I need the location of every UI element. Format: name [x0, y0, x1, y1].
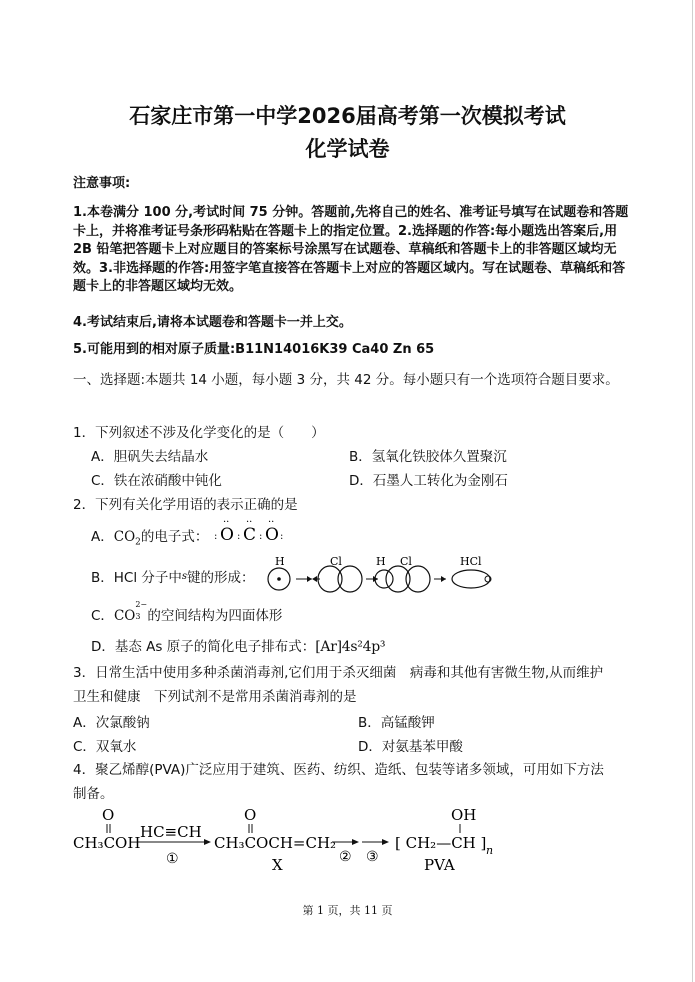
hcl-sigma-bond-diagram [262, 552, 502, 598]
notice-paragraph-5: 5.可能用到的相对原子质量:B11N14016K39 Ca40 Zn 65 [73, 342, 435, 357]
product-subscript-n: n [486, 844, 494, 857]
reactant-acetic-acid: CH₃COH [73, 834, 141, 852]
question-1-option-d: D．石墨人工转化为金刚石 [349, 473, 508, 489]
label-hcl: HCl [460, 555, 482, 568]
svg-text:O: O [220, 525, 234, 545]
intermediate-label-x: X [272, 856, 283, 874]
question-3-option-c: C．双氧水 [73, 739, 137, 755]
label-h-2: H [376, 555, 386, 568]
exam-subtitle: 化学试卷 [305, 137, 390, 161]
question-3-stem-line-2: 卫生和健康 下列试剂不是常用杀菌消毒剂的是 [73, 689, 357, 705]
carbonate-formula: CO 2− 3 [113, 600, 148, 624]
question-2-option-c: C．CO 2− 3 的空间结构为四面体形 [91, 600, 283, 624]
option-a-text: 的电子式： [140, 529, 209, 545]
label-cl-1: Cl [330, 555, 342, 568]
question-2-stem: 2．下列有关化学用语的表示正确的是 [73, 497, 298, 513]
label-cl-2: Cl [400, 555, 412, 568]
label-h-1: H [275, 555, 285, 568]
question-3-stem-line-1: 3．日常生活中使用多种杀菌消毒剂,它们用于杀灭细菌 病毒和其他有害微生物,从而维护 [73, 665, 604, 681]
product-label-pva: PVA [424, 856, 455, 874]
notice-heading: 注意事项: [73, 176, 131, 191]
svg-text:O: O [265, 525, 279, 545]
step-3-label: ③ [366, 849, 379, 865]
step-1-label: ① [166, 851, 179, 867]
co2-formula: $CO_2$ [113, 529, 141, 548]
step-2-label: ② [339, 849, 352, 865]
intermediate-carbonyl-o: O [244, 806, 257, 824]
question-1-stem: 1．下列叙述不涉及化学变化的是（ ） [73, 425, 325, 441]
exam-title: 石家庄市第一中学2026届高考第一次模拟考试 [129, 104, 566, 128]
product-hydroxyl: OH [451, 806, 477, 824]
reactant-carbonyl-o: O [102, 806, 115, 824]
question-1-option-b: B．氢氧化铁胶体久置聚沉 [349, 449, 507, 465]
question-3-option-a: A．次氯酸钠 [73, 715, 150, 731]
product-pva-repeat-unit: [ CH₂—CH ] [395, 834, 487, 852]
question-3-option-b: B．高锰酸钾 [358, 715, 435, 731]
pva-synthesis-scheme [72, 802, 632, 882]
notice-paragraph-1: 1.本卷满分 100 分,考试时间 75 分钟。答题前,先将自己的姓名、准考证号填写在试题卷和答题卡上，并将准考证号条形码粘贴在答题卡上的指定位置。2.选择题的作答:每小题选出答案后,用 2B 铅笔把答题卡上对应题目的答案标号涂黑写在试题卷、草稿纸和答题卡上的非答题区域均无效。3.非选择题的作答:用签字笔直接答在答题卡上对应的答题区域内。写在试题卷、草稿纸和答题卡上的非答题区域均无效。 [73, 205, 629, 295]
svg-text:··: ·· [246, 518, 253, 528]
svg-text:C: C [243, 525, 257, 545]
as-electron-configuration: [Ar]4s²4p³ [315, 639, 386, 655]
svg-text::: : [280, 531, 284, 542]
hcl-sigma-orbital [452, 570, 490, 588]
question-2-option-d: D．基态 As 原子的简化电子排布式：[Ar]4s²4p³ [91, 639, 386, 655]
svg-text::: : [214, 531, 218, 542]
question-4-stem-line-2: 制备。 [73, 786, 114, 802]
notice-paragraph-4: 4.考试结束后,请将本试题卷和答题卡一并上交。 [73, 315, 352, 330]
question-2-option-a [91, 525, 208, 548]
page-footer: 第 1 页，共 11 页 [302, 904, 393, 917]
svg-text:··: ·· [223, 518, 230, 528]
co2-electron-dot-structure [212, 518, 292, 548]
intermediate-vinyl-acetate: CH₃COCH=CH₂ [214, 834, 337, 852]
section-1-heading: 一、选择题:本题共 14 小题，每小题 3 分，共 42 分。每小题只有一个选项符合题目要求。 [73, 372, 619, 388]
question-4-stem-line-1: 4．聚乙烯醇(PVA)广泛应用于建筑、医药、纺织、造纸、包装等诸多领域，可用如下方法 [73, 762, 604, 778]
question-2-option-b: B．HCl 分子中$^s$键的形成： [91, 570, 255, 586]
question-1-option-c: C．铁在浓硝酸中钝化 [91, 473, 222, 489]
reagent-acetylene: HC≡CH [140, 823, 202, 841]
question-1-option-a: A．胆矾失去结晶水 [91, 449, 209, 465]
option-a-prefix: A． [91, 529, 114, 545]
question-3-option-d: D．对氨基苯甲酸 [358, 739, 463, 755]
svg-text:··: ·· [268, 518, 275, 528]
svg-text::: : [259, 531, 263, 542]
svg-text::: : [237, 531, 241, 542]
